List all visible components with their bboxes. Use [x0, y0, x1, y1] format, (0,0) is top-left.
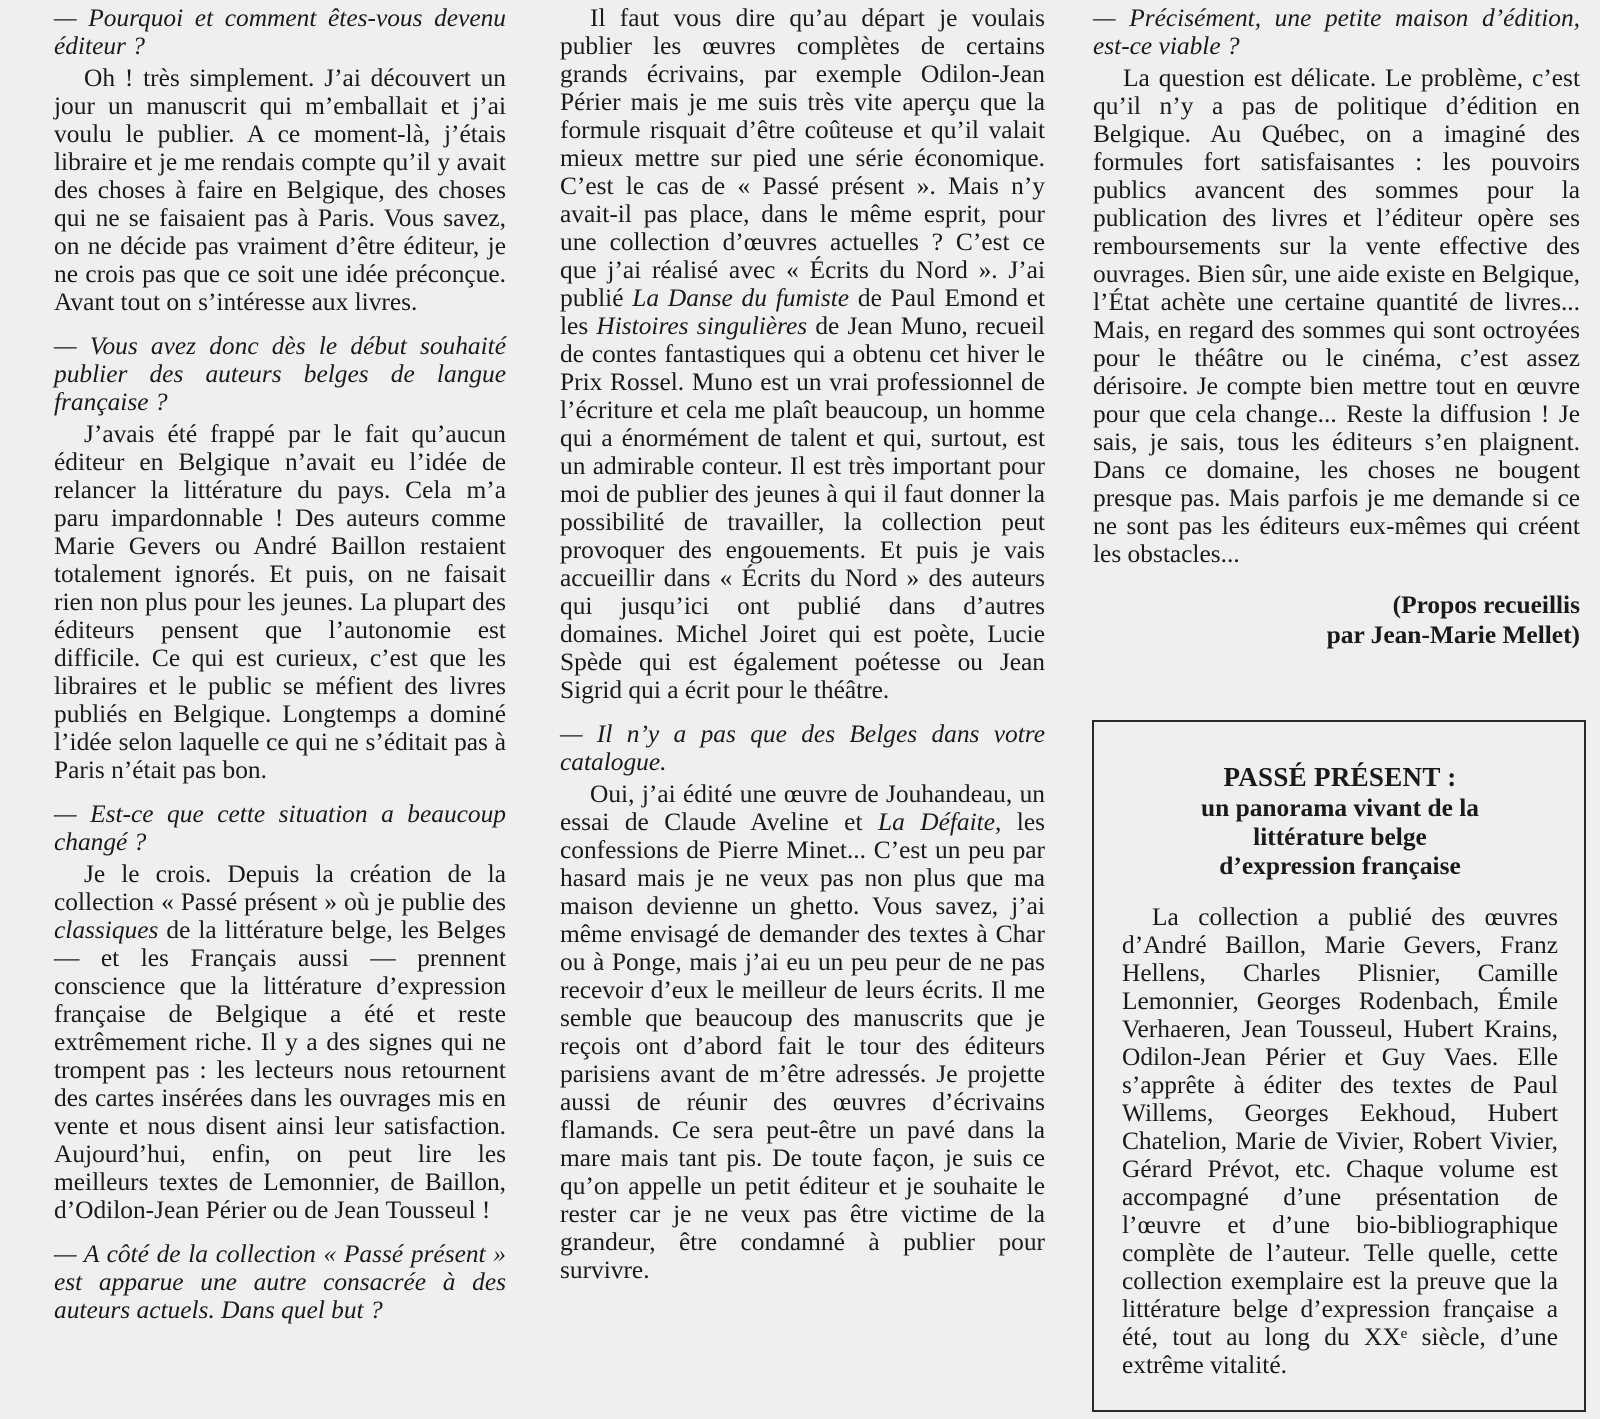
book-title: La Défaite	[877, 808, 995, 836]
answer-text: de la littérature belge, les Belges — et les Français aussi — prennent conscience que la littérature d’expression française de Belgique a été et reste extrêmement riche. Il y a des signes qui ne trompent pas : les lecteurs nous retournent des cartes insérées dans les ouvrages mis en vente et nous disent ainsi leur satisfaction. Aujourd’hui, enfin, on peut lire les meilleurs textes de Lemonnier, de Baillon, d’Odilon-Jean Périer ou de Jean Tousseul !	[54, 916, 506, 1224]
interview-answer: J’avais été frappé par le fait qu’aucun éditeur en Belgique n’avait eu l’idée de relancer la littérature du pays. Cela m’a paru impardonnable ! Des auteurs comme Marie Gevers ou André Baillon restaient totalement ignorés. Et puis, on ne faisait rien non plus pour les jeunes. La plupart des éditeurs pensent que l’autonomie est difficile. Ce qui est curieux, c’est que les libraires et le public se méfient des livres publiés en Belgique. Longtemps a dominé l’idée selon laquelle ce qui ne s’éditait pas à Paris n’était pas bon.	[54, 420, 506, 784]
interview-question: — Précisément, une petite maison d’édition, est-ce viable ?	[1093, 4, 1580, 60]
interview-answer	[560, 4, 1045, 704]
article-credits	[1093, 590, 1580, 650]
answer-text: de Jean Muno, recueil de contes fantastiques qui a obtenu cet hiver le Prix Rossel. Muno est un vrai professionnel de l’écriture et cela me plaît beaucoup, un homme qui a énormément de talent et qui, surtout, est un admirable conteur. Il est très important pour moi de publier des jeunes à qui il faut donner la possibilité de travailler, la collection peut provoquer des engouements. Et puis je vais accueillir dans « Écrits du Nord » des auteurs qui jusqu’ici ont publié dans d’autres domaines. Michel Joiret qui est poète, Lucie Spède qui est également poétesse ou Jean Sigrid qui a écrit pour le théâtre.	[560, 312, 1045, 704]
interview-question: — Vous avez donc dès le début souhaité publier des auteurs belges de langue française ?	[54, 332, 506, 416]
interview-answer: La question est délicate. Le problème, c’est qu’il n’y a pas de politique d’édition en Belgique. Au Québec, on a imaginé des formules fort satisfaisantes : les pouvoirs publics avancent des sommes pour la publication des livres et l’éditeur opère ses remboursements sur la vente effective des ouvrages. Bien sûr, une aide existe en Belgique, l’État achète une certaine quantité de livres... Mais, en regard des sommes qui sont octroyées pour le théâtre ou le cinéma, c’est assez dérisoire. Je compte bien mettre tout en œuvre pour que cela change... Reste la diffusion ! Je sais, je sais, tous les éditeurs s’en plaignent. Dans ce domaine, les choses ne bougent presque pas. Mais parfois je me demande si ce ne sont pas les éditeurs eux-mêmes qui créent les obstacles...	[1093, 64, 1580, 568]
answer-text: , les confessions de Pierre Minet... C’est un peu par hasard mais je ne veux pas non plus que ma maison devienne un ghetto. Vous savez, j’ai même envisagé de demander des textes à Char ou à Ponge, mais j’ai eu un peu peur de ne pas recevoir d’eux le meilleur de leurs écrits. Il me semble que beaucoup des manuscrits que je reçois ont d’abord fait le tour des éditeurs parisiens avant de m’être adressés. Je projette aussi de réunir des œuvres d’écrivains flamands. Ce sera peut-être un pavé dans la mare mais tant pis. De toute façon, je suis ce qu’on appelle un petit éditeur et je souhaite le rester car je ne veux pas être victime de la grandeur, être condamné à publier pour survivre.	[560, 808, 1045, 1284]
answer-italic: classiques	[54, 916, 159, 944]
credits-line: (Propos recueillis	[1392, 591, 1580, 619]
book-title: Histoires singulières	[596, 312, 808, 340]
interview-question: — Est-ce que cette situation a beaucoup changé ?	[54, 800, 506, 856]
interview-question: — A côté de la collection « Passé présent » est apparue une autre consacrée à des auteurs actuels. Dans quel but ?	[54, 1240, 506, 1324]
interview-question: — Il n’y a pas que des Belges dans votre catalogue.	[560, 720, 1045, 776]
book-title: La Danse du fumiste	[632, 284, 850, 312]
credits-line: par Jean-Marie Mellet)	[1326, 621, 1580, 649]
sidebar-box	[1092, 720, 1586, 1412]
article-column-1	[54, 4, 506, 1328]
interview-answer: Oh ! très simplement. J’ai découvert un jour un manuscrit qui m’emballait et j’ai voulu le publier. A ce moment-là, j’étais libraire et je me rendais compte qu’il y avait des choses à faire en Belgique, des choses qui ne se faisaient pas à Paris. Vous savez, on ne décide pas vraiment d’être éditeur, je ne crois pas que ce soit une idée préconçue. Avant tout on s’intéresse aux livres.	[54, 64, 506, 316]
answer-text: de Paul Emond et les	[560, 284, 1046, 340]
article-column-2	[560, 4, 1045, 1300]
interview-answer	[560, 780, 1045, 1284]
article-column-3	[1093, 4, 1580, 650]
sidebar-body: La collection a publié des œuvres d’André Baillon, Marie Gevers, Franz Hellens, Charles Plisnier, Camille Lemonnier, Georges Rodenbach, Émile Verhaeren, Jean Tousseul, Hubert Krains, Odilon-Jean Périer et Guy Vaes. Elle s’apprête à éditer des textes de Paul Willems, Georges Eekhoud, Hubert Chatelion, Marie de Vivier, Robert Vivier, Gérard Prévot, etc. Chaque volume est accompagné d’une présentation de l’œuvre et d’une bio-bibliographique complète de l’auteur. Telle quelle, cette collection exemplaire est la preuve que la littérature belge d’expression française a été, tout au long du XXᵉ siècle, d’une extrême vitalité.	[1122, 903, 1558, 1379]
answer-text: Je le crois. Depuis la création de la collection « Passé présent » où je publie des	[54, 860, 506, 916]
answer-text: Oui, j’ai édité une œuvre de Jouhandeau, un essai de Claude Aveline et	[560, 780, 1045, 836]
sidebar-title: PASSÉ PRÉSENT :	[1223, 762, 1457, 792]
answer-text: Il faut vous dire qu’au départ je voulais publier les œuvres complètes de certains grands écrivains, par exemple Odilon-Jean Périer mais je me suis très vite aperçu que la formule risquait d’être coûteuse et qu’il valait mieux mettre sur pied une série économique. C’est le cas de « Passé présent ». Mais n’y avait-il pas place, dans le même esprit, pour une collection d’œuvres actuelles ? C’est ce que j’ai réalisé avec « Écrits du Nord ». J’ai publié	[560, 4, 1045, 312]
interview-question: — Pourquoi et comment êtes-vous devenu éditeur ?	[54, 4, 506, 60]
sidebar-subtitle: un panorama vivant de la littérature belge d’expression française	[1201, 794, 1479, 880]
interview-answer	[54, 860, 506, 1224]
